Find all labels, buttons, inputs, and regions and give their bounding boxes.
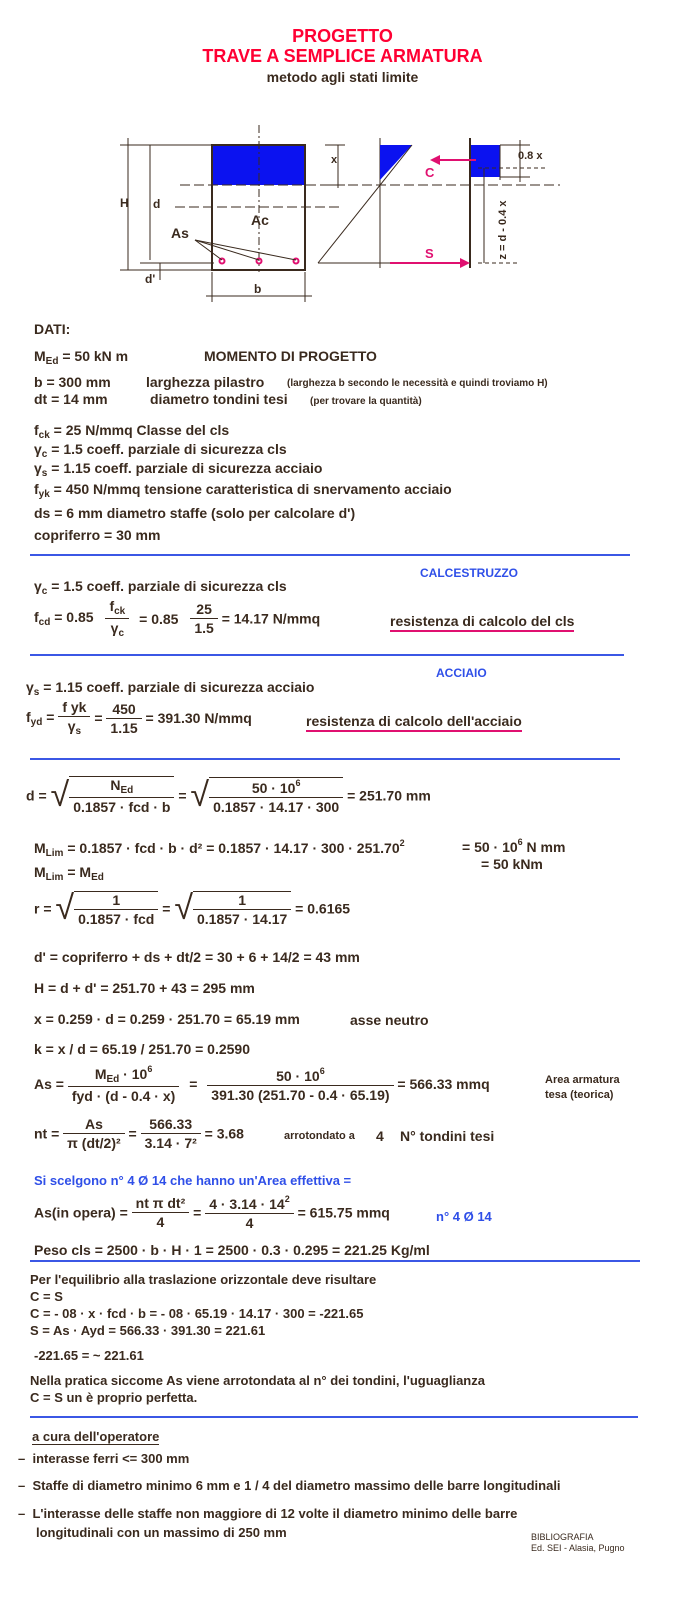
operatore-item-3: – L'interasse delle staffe non maggiore di 12 volte il diametro minimo delle barre [18,1506,518,1521]
bibliografia-source: Ed. SEI - Alasia, Pugno [531,1543,625,1553]
diagram-label-dprime: d' [145,272,156,286]
cls-fcd-formula: $f_{cd} = 0.85$ $\frac{f_{ck}}{\gamma_c}$ = 0.85 $\frac{25}{1.5}$ = 14.17 N/mmq [34,598,321,639]
nt-round: arrotondato a [284,1130,355,1142]
cls-desc: resistenza di calcolo del cls [390,613,574,629]
nt-desc: N° tondini tesi [400,1128,495,1144]
dati-gs: $\gamma_s = 1.15$ coeff. parziale di sicurezza acciaio [34,460,323,479]
peso-cls: Peso cls = 2500 · b · H · 1 = 2500 · 0.3 · 0.295 = 221.25 Kg/ml [34,1242,430,1258]
dati-fyk: $f_{yk} = 450$ N/mmq tensione caratteristica di snervamento acciaio [34,481,452,500]
divider [30,554,630,556]
dati-dt-desc: diametro tondini tesi [150,391,288,407]
title-line-1: PROGETTO [292,26,393,46]
formula-x: x = 0.259 · d = 0.259 · 251.70 = 65.19 mm [34,1011,300,1027]
formula-as: As = $\frac{M_{Ed} \cdot 10^6}{\text{fyd · (d - 0.4 · x)}}$ = $\frac{50 \cdot 10^6}{391.30 (251.70 - 0.4 \cdot 65.19)}$ = 566.33 mmq [34,1064,490,1104]
diagram-label-x: x [331,154,338,166]
diagram-label-As: As [171,225,189,241]
as-opera-bars: n° 4 Ø 14 [436,1209,492,1224]
as-note-2: tesa (teorica) [545,1089,614,1101]
nt-round-val: 4 [376,1128,384,1144]
eq-line-6: Nella pratica siccome As viene arrotondata al n° dei tondini, l'uguaglianza [30,1373,485,1388]
eq-line-7: C = S un è proprio perfetta. [30,1390,198,1405]
formula-as-opera: As(in opera) = $\frac{\text{nt π dt²}}{4}$ = $\frac{4 \cdot 3.14 \cdot 14^2}{4}$ = 615.75 mmq [34,1194,390,1231]
dati-b: b = 300 mm [34,374,111,390]
title-line-2: TRAVE A SEMPLICE ARMATURA [202,46,483,66]
section-calcestruzzo: CALCESTRUZZO [420,566,518,580]
dati-ds: ds = 6 mm diametro staffe (solo per calcolare d') [34,505,356,521]
operatore-item-2: – Staffe di diametro minimo 6 mm e 1 / 4 del diametro massimo delle barre longitudinali [18,1478,561,1493]
formula-k: k = x / d = 65.19 / 251.70 = 0.2590 [34,1041,251,1057]
diagram-label-Ac: Ac [251,212,269,228]
dati-dt-note: (per trovare la quantità) [310,396,422,407]
divider [30,1260,640,1262]
divider [30,758,620,760]
dati-copriferro: copriferro = 30 mm [34,527,161,543]
dati-b-note: (larghezza b secondo le necessità e quindi troviamo H) [287,378,548,389]
diagram-label-08x: 0.8 x [518,150,543,162]
dati-dt: dt = 14 mm [34,391,108,407]
formula-mlim-med: $M_{Lim} = M_{Ed}$ [34,864,104,883]
formula-mlim-rhs: = $50 \cdot 10^6$ N mm [462,837,566,855]
operatore-heading: a cura dell'operatore [32,1429,160,1444]
acciaio-desc: resistenza di calcolo dell'acciaio [306,713,522,729]
divider [30,654,624,656]
beam-section-diagram [0,120,685,305]
acciaio-fyd-formula: $f_{yd}$ = $\frac{\text{f yk}}{\gamma_s}$ = $\frac{450}{1.15}$ = 391.30 N/mmq [26,699,252,737]
operatore-item-1: – interasse ferri <= 300 mm [18,1451,190,1466]
eq-line-5: -221.65 = ~ 221.61 [34,1348,144,1363]
dati-med-desc: MOMENTO DI PROGETTO [204,348,377,364]
formula-dprime: d' = copriferro + ds + dt/2 = 30 + 6 + 14/2 = 43 mm [34,949,360,965]
section-acciaio: ACCIAIO [436,666,487,680]
formula-nt: nt = $\frac{As}{\text{π (dt/2)²}}$ = $\frac{566.33}{\text{3.14 · 7²}}$ = 3.68 [34,1116,244,1151]
eq-line-3: C = - 08 · x · fcd · b = - 08 · 65.19 · 14.17 · 300 = -221.65 [30,1306,364,1321]
formula-x-desc: asse neutro [350,1012,429,1028]
diagram-label-z: z = d - 0.4 x [497,200,509,260]
diagram-label-C: C [425,165,435,180]
scelta-line: Si scelgono n° 4 Ø 14 che hanno un'Area effettiva = [34,1173,352,1188]
subtitle: metodo agli stati limite [266,69,419,85]
diagram-label-S: S [425,246,434,261]
dati-fck: $f_{ck} = 25$ N/mmq Classe del cls [34,422,230,441]
formula-d: d = √ $\frac{N_{Ed}}{\text{0.1857 · fcd · b}}$ = √ $\frac{50 \cdot 10^6}{0.1857 \cdot 14.17 \cdot 300}$ = 251.70 mm [26,776,431,815]
diagram-label-d: d [153,197,161,211]
dati-gc: $\gamma_c = 1.5$ coeff. parziale di sicurezza cls [34,441,287,460]
dati-heading: DATI: [34,321,71,337]
dati-med: $M_{Ed} = 50$ kN m [34,348,129,367]
eq-line-1: Per l'equilibrio alla traslazione orizzontale deve risultare [30,1272,377,1287]
cls-gc: $\gamma_c = 1.5$ coeff. parziale di sicurezza cls [34,578,287,597]
formula-mlim: $M_{Lim} = 0.1857$ · fcd · $b \cdot d^2 = 0.1857 \cdot 14.17 \cdot 300 \cdot 251.70^2$ [34,838,405,859]
diagram-label-b: b [254,282,262,296]
bibliografia-heading: BIBLIOGRAFIA [531,1532,594,1542]
formula-H: H = d + d' = 251.70 + 43 = 295 mm [34,980,255,996]
eq-line-2: C = S [30,1289,63,1304]
dati-b-desc: larghezza pilastro [146,374,265,390]
divider [30,1416,638,1418]
operatore-item-3b: longitudinali con un massimo di 250 mm [36,1525,287,1540]
eq-line-4: S = As · Ayd = 566.33 · 391.30 = 221.61 [30,1323,266,1338]
acciaio-gs: $\gamma_s = 1.15$ coeff. parziale di sicurezza acciaio [26,679,315,698]
formula-r: r = √ $\frac{1}{\text{0.1857 · fcd}}$ = √ $\frac{1}{0.1857 \cdot 14.17}$ = 0.6165 [34,889,351,927]
diagram-label-H: H [120,196,129,210]
formula-mlim-rhs2: = 50 kNm [481,856,543,872]
as-note-1: Area armatura [545,1074,620,1086]
